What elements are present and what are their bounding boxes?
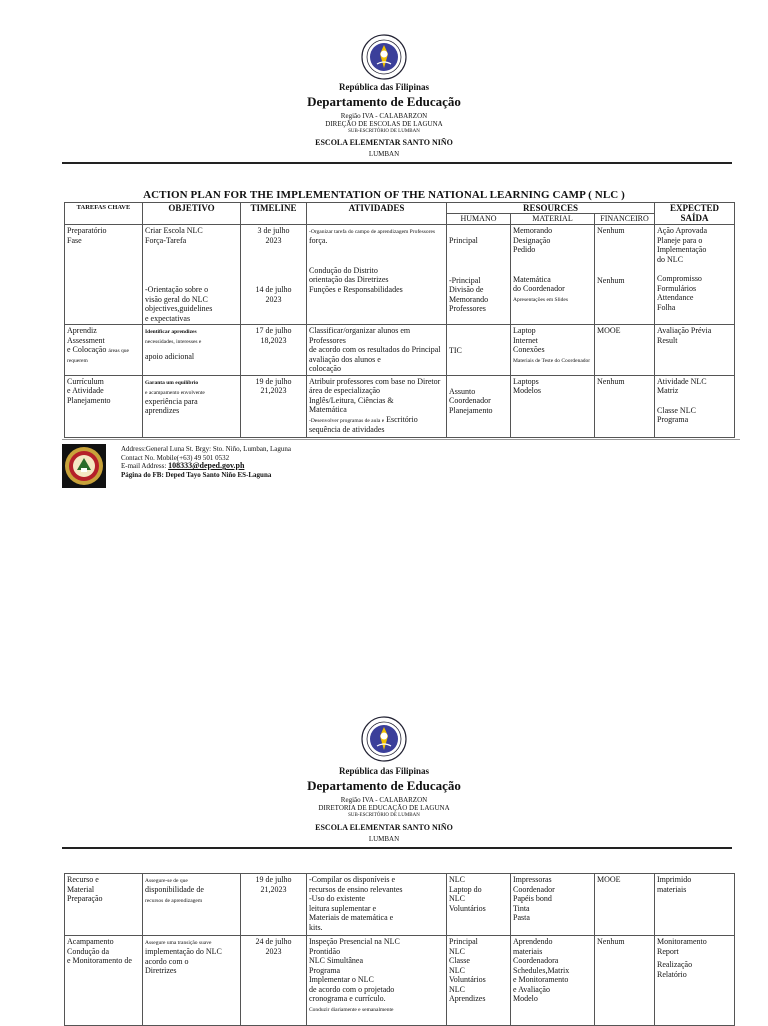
cell-material xyxy=(511,325,595,376)
text: Diretrizes xyxy=(145,966,177,975)
text: Coordenadora xyxy=(513,956,559,965)
text: Designação xyxy=(513,235,551,245)
cell-tarefa xyxy=(65,874,143,936)
cell-tarefa xyxy=(65,225,143,325)
cell-financeiro xyxy=(595,375,655,437)
address-line: Address:General Luna St. Brgy: Sto. Niño, Lumban, Laguna xyxy=(121,445,291,453)
text: Voluntários xyxy=(449,975,486,984)
text: Acampamento xyxy=(67,937,114,946)
table-row xyxy=(65,325,735,376)
text: sequência de atividades xyxy=(309,424,385,434)
text: -Organizar tarefa do campo de aprendizagem Professores xyxy=(309,229,436,235)
text: Ação Aprovada xyxy=(657,226,708,235)
text: Materiais de Teste do Coordenador xyxy=(513,357,591,364)
cell-atividades xyxy=(307,936,447,1026)
text: Laptops xyxy=(513,376,539,386)
cell-saida xyxy=(655,375,735,437)
text: Conduzir diariamente e semanalmente xyxy=(309,1006,394,1013)
cell-objetivo xyxy=(143,325,241,376)
col-material: MATERIAL xyxy=(511,214,595,225)
header-rule xyxy=(62,162,732,164)
cell-tarefa xyxy=(65,936,143,1026)
text: Avaliação Prévia xyxy=(657,326,712,335)
text: acordo com o xyxy=(145,956,189,966)
text: Realização xyxy=(657,960,693,969)
text: NLC xyxy=(449,875,465,884)
text: Classificar/organizar alunos em Professores xyxy=(309,326,411,345)
text: NLC Simultânea xyxy=(309,956,363,965)
cell-timeline xyxy=(241,874,307,936)
text: Coordenador xyxy=(513,884,555,894)
text: Inspeção Presencial na NLC xyxy=(309,937,400,946)
text: 19 de julho xyxy=(255,875,292,884)
text: -Orientação sobre o xyxy=(145,285,209,294)
facebook-line: Página do FB: Deped Tayo Santo Niño ES-Laguna xyxy=(121,470,272,479)
table-row xyxy=(65,225,735,325)
text: avaliação dos alunos e xyxy=(309,354,381,364)
text: Compromisso xyxy=(657,274,702,283)
cell-saida xyxy=(655,325,735,376)
department-title: Departamento de Educação xyxy=(307,778,461,793)
cell-financeiro xyxy=(595,936,655,1026)
text: Fase xyxy=(67,235,82,245)
text: Assegure uma transição suave xyxy=(145,940,212,946)
text: 21,2023 xyxy=(260,884,287,894)
text: Aprendendo xyxy=(513,937,553,946)
text: MOOE xyxy=(597,326,621,335)
text: 19 de julho xyxy=(255,376,292,386)
text: TIC xyxy=(449,346,462,355)
cell-material xyxy=(511,375,595,437)
page-one xyxy=(0,0,768,500)
text: Atividade NLC xyxy=(657,376,707,386)
table-row xyxy=(65,936,735,1026)
subdivision-line: SUB-ESCRITÓRIO DE LUMBAN xyxy=(348,813,420,818)
text: kits. xyxy=(309,922,323,932)
text: Assegure-se de que xyxy=(145,878,188,884)
cell-timeline xyxy=(241,325,307,376)
text: Programa xyxy=(657,415,689,424)
text: Planejamento xyxy=(449,405,493,415)
text: de acordo com os resultados do Principal xyxy=(309,345,441,354)
cell-atividades xyxy=(307,225,447,325)
text: Matemática xyxy=(513,274,551,284)
text: e Monitoramento de xyxy=(67,956,132,965)
text: Modelos xyxy=(513,386,541,395)
text: e Monitoramento xyxy=(513,975,569,984)
deped-seal-icon xyxy=(361,716,407,762)
email-line xyxy=(121,462,291,471)
text: Modelo xyxy=(513,994,538,1003)
text: Nenhum xyxy=(597,937,625,946)
text: Prontidão xyxy=(309,946,341,956)
text: áreas que requerem xyxy=(67,348,129,364)
cell-material xyxy=(511,874,595,936)
school-name: ESCOLA ELEMENTAR SANTO NIÑO xyxy=(315,138,453,147)
cell-timeline xyxy=(241,936,307,1026)
text: Assessment xyxy=(67,335,105,345)
cell-timeline xyxy=(241,375,307,437)
col-objetivo: OBJETIVO xyxy=(143,203,241,225)
text: Currículum xyxy=(67,376,104,386)
text: Relatório xyxy=(657,969,687,979)
text: materiais xyxy=(513,946,543,956)
text: Atribuir professores com base no Diretor xyxy=(309,376,441,386)
text: e Atividade xyxy=(67,386,104,395)
col-expected xyxy=(655,203,735,225)
text: Nenhum xyxy=(597,376,625,386)
text: Professores xyxy=(449,304,486,313)
deped-seal-icon xyxy=(361,34,407,80)
text: Memorando xyxy=(449,294,489,304)
text: 2023 xyxy=(265,235,282,245)
text: materiais xyxy=(657,884,687,894)
text: NLC xyxy=(449,984,465,994)
table-row xyxy=(65,375,735,437)
footer-rule xyxy=(62,439,740,440)
cell-objetivo xyxy=(143,936,241,1026)
cell-financeiro xyxy=(595,225,655,325)
col-financeiro: FINANCEIRO xyxy=(595,214,655,225)
cell-material xyxy=(511,225,595,325)
text: necessidades, interesses e xyxy=(145,339,202,345)
school-name: ESCOLA ELEMENTAR SANTO NIÑO xyxy=(315,823,453,832)
col-timeline: TIMELINE xyxy=(241,203,307,225)
cell-humano xyxy=(447,225,511,325)
text: Classe xyxy=(449,956,470,965)
text: Planejamento xyxy=(67,395,111,405)
text: recursos de aprendizagem xyxy=(145,897,203,904)
text: Identificar aprendizes xyxy=(145,329,197,335)
col-atividades: ATIVIDADES xyxy=(307,203,447,225)
town-line: LUMBAN xyxy=(368,150,400,158)
town-line: LUMBAN xyxy=(368,835,400,843)
text: Programa xyxy=(309,965,341,975)
cell-saida xyxy=(655,936,735,1026)
text: área de especialização xyxy=(309,386,381,395)
text: NLC xyxy=(449,894,465,903)
text: Recurso e xyxy=(67,875,99,884)
cell-financeiro xyxy=(595,874,655,936)
text: experiência para xyxy=(145,396,198,406)
text: aprendizes xyxy=(145,406,180,415)
text: Nenhum xyxy=(597,226,625,235)
text: Coordenador xyxy=(449,396,491,405)
text: Força-Tarefa xyxy=(145,235,187,245)
text: Nenhum xyxy=(597,275,625,285)
text: orientação das Diretrizes xyxy=(309,275,389,284)
cell-objetivo xyxy=(143,874,241,936)
text: Voluntários xyxy=(449,903,486,913)
text: -Desenvolver programas de aula e xyxy=(309,417,385,424)
text: 18,2023 xyxy=(260,335,287,345)
text: Condução do Distrito xyxy=(309,265,378,275)
text: -Compilar os disponíveis e xyxy=(309,875,395,884)
action-plan-table-continued xyxy=(64,873,735,1026)
text: Implementação xyxy=(657,245,707,254)
text: Pasta xyxy=(513,913,530,922)
text: Escritório xyxy=(386,414,418,424)
table-header-row xyxy=(65,203,735,214)
text: Tinta xyxy=(513,903,530,913)
text: visão geral do NLC xyxy=(145,294,208,304)
text: de acordo com o projetado xyxy=(309,984,395,994)
text: Condução da xyxy=(67,946,109,956)
text: implementação do NLC xyxy=(145,947,222,956)
republic-line: República das Filipinas xyxy=(338,766,430,776)
cell-objetivo xyxy=(143,375,241,437)
text: Papéis bond xyxy=(513,894,552,903)
text: recursos de ensino relevantes xyxy=(309,884,403,894)
text: Imprimido xyxy=(657,875,692,884)
text: Laptop do xyxy=(449,884,482,894)
republic-line: República das Filipinas xyxy=(338,82,430,92)
text: 2023 xyxy=(265,294,282,304)
cell-objetivo xyxy=(143,225,241,325)
text: Folha xyxy=(657,302,676,312)
text: cronograma e currículo. xyxy=(309,994,386,1003)
text: Schedules,Matrix xyxy=(513,965,570,975)
text: Criar Escola NLC xyxy=(145,226,203,235)
text: Aprendiz xyxy=(67,326,97,335)
text: Monitoramento xyxy=(657,937,707,946)
contact-line: Contact No. Mobile(+63) 49 501 0532 xyxy=(121,453,230,462)
cell-tarefa xyxy=(65,325,143,376)
text: força. xyxy=(309,236,328,245)
text: NLC xyxy=(449,946,465,956)
text: Aprendizes xyxy=(449,994,486,1003)
region-line: Região IVA - CALABARZON xyxy=(340,796,428,804)
cell-atividades xyxy=(307,874,447,936)
text: Preparatório xyxy=(67,226,107,235)
email-label: E-mail Address: xyxy=(121,462,167,471)
text: e expectativas xyxy=(145,313,191,323)
cell-humano xyxy=(447,375,511,437)
text: apoio adicional xyxy=(145,352,195,361)
cell-financeiro xyxy=(595,325,655,376)
text: Divisão de xyxy=(449,285,484,294)
text: 17 de julho xyxy=(255,326,292,335)
text: Material xyxy=(67,884,95,894)
text: e Avaliação xyxy=(513,984,550,994)
text: Garanta um equilíbrio xyxy=(145,379,199,386)
cell-material xyxy=(511,936,595,1026)
text: do Coordenador xyxy=(513,284,565,293)
text: MOOE xyxy=(597,875,621,884)
text: Assunto xyxy=(449,386,476,396)
action-plan-table xyxy=(64,202,735,438)
text: Matemática xyxy=(309,405,347,414)
col-resources: RESOURCES xyxy=(447,203,655,214)
col-expected-line2: SAÍDA xyxy=(680,213,709,223)
cell-humano xyxy=(447,936,511,1026)
cell-timeline xyxy=(241,225,307,325)
text: Pedido xyxy=(513,245,536,254)
text: colocação xyxy=(309,364,341,373)
table-row xyxy=(65,874,735,936)
text: Report xyxy=(657,946,679,956)
plan-title: ACTION PLAN FOR THE IMPLEMENTATION OF THE NATIONAL LEARNING CAMP ( NLC ) xyxy=(143,189,625,201)
division-line: DIRETORIA DE EDUCAÇÃO DE LAGUNA xyxy=(318,804,450,812)
text: NLC xyxy=(449,965,465,975)
text: Inglês/Leitura, Ciências & xyxy=(309,395,394,405)
text: disponibilidade de xyxy=(145,885,204,894)
text: objectives,guidelines xyxy=(145,304,213,313)
col-expected-line1: EXPECTED xyxy=(670,203,720,213)
cell-humano xyxy=(447,325,511,376)
text: Funções e Responsabilidades xyxy=(309,284,403,294)
text: Internet xyxy=(513,335,538,345)
col-tarefas: TAREFAS CHAVE xyxy=(65,203,143,225)
text: Laptop xyxy=(513,326,536,335)
text: leitura suplementar e xyxy=(309,903,377,913)
text: do NLC xyxy=(657,254,684,264)
text: Matriz xyxy=(657,386,679,395)
header-rule xyxy=(62,847,732,849)
text: Planeje para o xyxy=(657,235,703,245)
text: Impressoras xyxy=(513,875,552,884)
text: Principal xyxy=(449,236,478,245)
text: Conexões xyxy=(513,345,545,354)
text: Apresentações em Slides xyxy=(513,296,568,303)
text: Classe NLC xyxy=(657,405,696,415)
region-line: Região IVA - CALABARZON xyxy=(340,112,428,120)
footer-contact xyxy=(121,445,291,479)
col-humano: HUMANO xyxy=(447,214,511,225)
department-title: Departamento de Educação xyxy=(307,94,461,109)
text: 14 de julho xyxy=(255,285,292,294)
text: 24 de julho xyxy=(255,937,292,946)
cell-atividades xyxy=(307,375,447,437)
cell-atividades xyxy=(307,325,447,376)
cell-tarefa xyxy=(65,375,143,437)
text: Preparação xyxy=(67,894,103,903)
school-logo-icon xyxy=(62,444,106,488)
text: Memorando xyxy=(513,226,553,235)
text: -Uso do existente xyxy=(309,894,365,903)
cell-saida xyxy=(655,225,735,325)
text: Materiais de matemática e xyxy=(309,913,394,922)
text: Result xyxy=(657,335,678,345)
text: 21,2023 xyxy=(260,386,287,395)
text: 3 de julho xyxy=(257,226,290,235)
email-link[interactable]: 108333@deped.gov.ph xyxy=(168,461,245,471)
cell-saida xyxy=(655,874,735,936)
text: Formulários xyxy=(657,283,697,293)
text: e Colocação xyxy=(67,345,107,354)
text: 2023 xyxy=(265,946,282,956)
division-line: DIREÇÃO DE ESCOLAS DE LAGUNA xyxy=(325,120,443,128)
text: e acampamento envolvente xyxy=(145,389,205,396)
text: Implementar o NLC xyxy=(309,975,374,984)
text: -Principal xyxy=(449,275,481,285)
text: Attendance xyxy=(657,293,694,302)
cell-humano xyxy=(447,874,511,936)
subdivision-line: SUB-ESCRITÓRIO DE LUMBAN xyxy=(348,129,420,134)
text: Principal xyxy=(449,937,478,946)
